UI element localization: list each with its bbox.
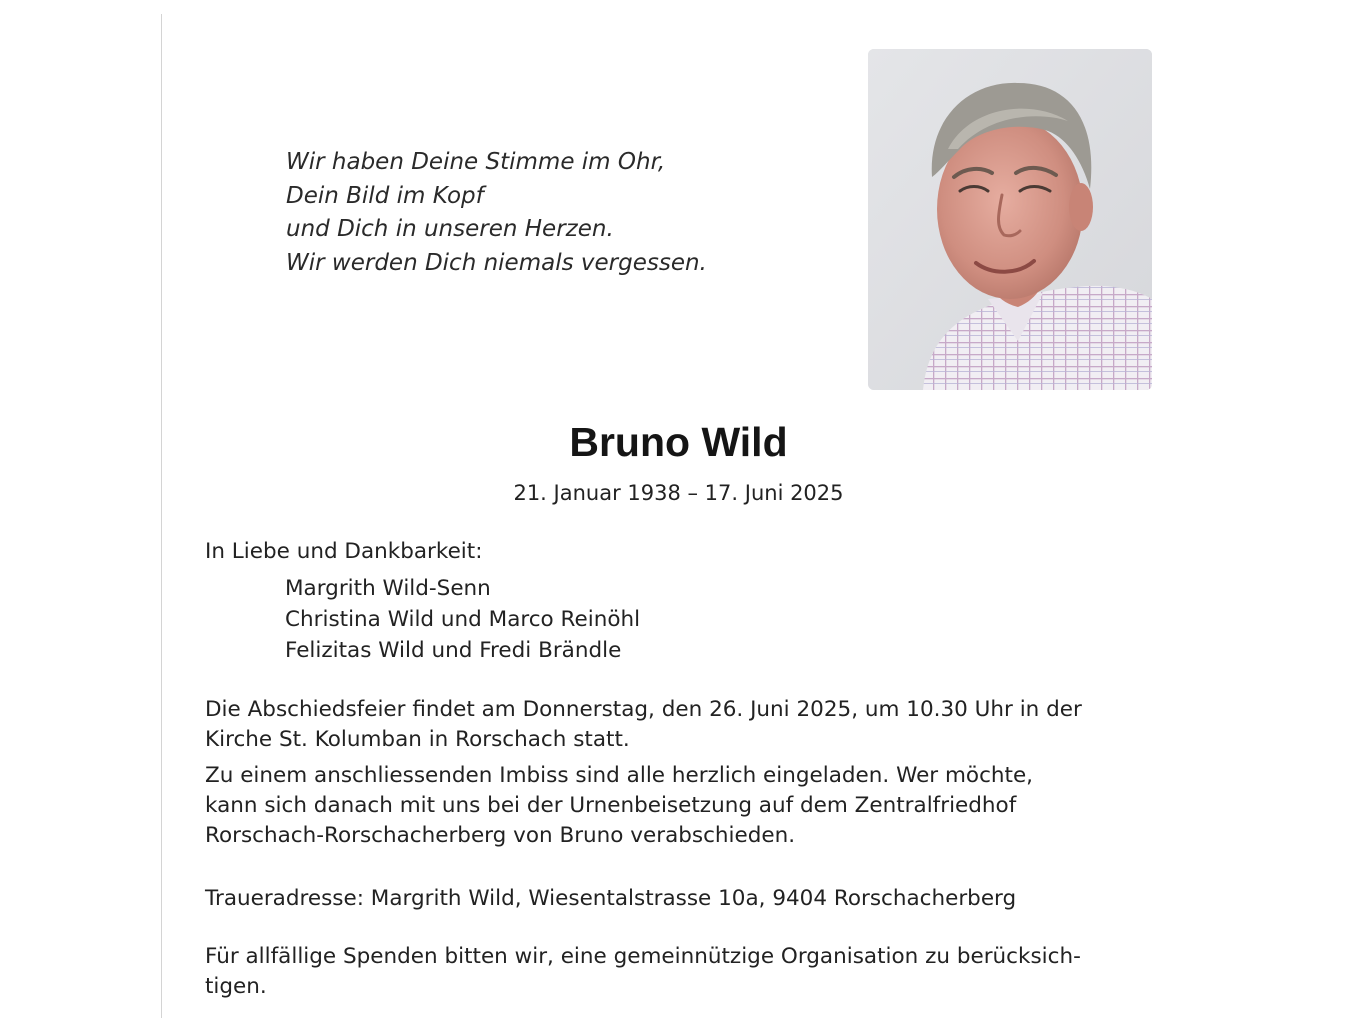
poem-line: Wir werden Dich niemals vergessen. (286, 249, 707, 276)
ceremony-line: Kirche St. Kolumban in Rorschach statt. (205, 727, 630, 752)
donation-paragraph (205, 942, 1081, 1002)
mourning-address: Traueradresse: Margrith Wild, Wiesentalstrasse 10a, 9404 Rorschacherberg (205, 886, 1017, 911)
reception-line: Rorschach-Rorschacherberg von Bruno verabschieden. (205, 823, 796, 848)
mourner-name: Margrith Wild-Senn (285, 576, 491, 601)
donation-line: Für allfällige Spenden bitten wir, eine gemeinnützige Organisation zu berücksich- (205, 944, 1081, 969)
memorial-poem (286, 146, 707, 280)
portrait-photo (868, 49, 1152, 390)
ceremony-paragraph (205, 695, 1082, 755)
deceased-name: Bruno Wild (569, 419, 788, 465)
reception-line: kann sich danach mit uns bei der Urnenbeisetzung auf dem Zentralfriedhof (205, 793, 1017, 818)
donation-line: tigen. (205, 974, 267, 999)
poem-line: und Dich in unseren Herzen. (286, 216, 614, 242)
mourners-list (285, 573, 640, 666)
reception-paragraph (205, 761, 1033, 851)
mourner-name: Christina Wild und Marco Reinöhl (285, 607, 641, 632)
life-dates: 21. Januar 1938 – 17. Juni 2025 (513, 481, 844, 505)
page-margin-rule (161, 14, 162, 1018)
ceremony-line: Die Abschiedsfeier findet am Donnerstag, den 26. Juni 2025, um 10.30 Uhr in der (205, 697, 1082, 722)
mourners-heading: In Liebe und Dankbarkeit: (205, 539, 483, 564)
poem-line: Dein Bild im Kopf (286, 182, 484, 209)
mourner-name: Felizitas Wild und Fredi Brändle (285, 638, 622, 663)
reception-line: Zu einem anschliessenden Imbiss sind alle herzlich eingeladen. Wer möchte, (205, 763, 1034, 788)
poem-line: Wir haben Deine Stimme im Ohr, (286, 149, 666, 175)
